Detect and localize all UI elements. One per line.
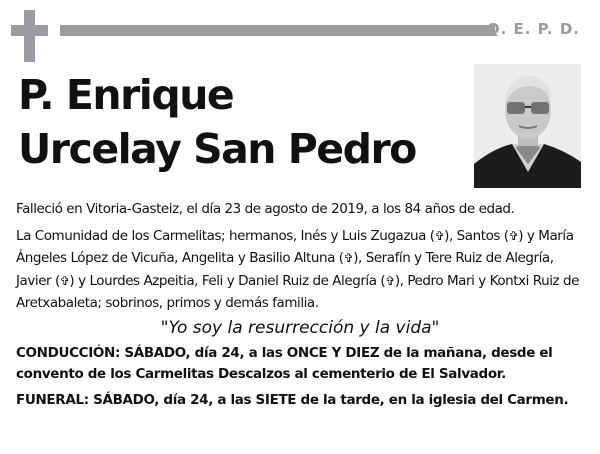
- cross-icon: ✞: [434, 228, 445, 243]
- name-line-1: P. Enrique: [18, 71, 234, 119]
- cross-icon: [11, 10, 48, 62]
- family-text: ), Pedro Mari y Kontxi Ruiz de Aretxabaleta; sobrinos, primos y demás familia.: [16, 272, 579, 311]
- death-notice: Falleció en Vitoria-Gasteiz, el día 23 de agosto de 2019, a los 84 años de edad.: [16, 201, 515, 217]
- cross-icon: ✞: [343, 251, 354, 265]
- family-list: [16, 225, 584, 315]
- cross-icon: ✞: [59, 273, 70, 288]
- funeral-notice: FUNERAL: SÁBADO, día 24, a las SIETE de la tarde, en la iglesia del Carmen.: [16, 391, 569, 408]
- family-text: ) y María Ángeles López de Vicuña, Angelita y Basilio Altuna (: [16, 227, 574, 266]
- conduccion-notice: CONDUCCIÓN: SÁBADO, día 24, a las ONCE Y DIEZ de la mañana, desde el convento de los Carmelitas Descalzos al cementerio de El Salvador.: [16, 344, 553, 382]
- family-text: ) y Lourdes Azpeitia, Feli y Daniel Ruiz de Alegría (: [69, 272, 386, 289]
- qepd-label: Q. E. P. D.: [486, 20, 580, 38]
- deceased-name: [18, 68, 416, 176]
- family-text: ), Serafín y Tere Ruiz de Alegría, Javier (: [16, 250, 554, 289]
- family-text: ), Santos (: [444, 227, 509, 244]
- epitaph-quote: "Yo soy la resurrección y la vida": [160, 317, 440, 338]
- cross-icon: ✞: [385, 273, 395, 288]
- portrait-photo: [474, 64, 581, 188]
- family-text: La Comunidad de los Carmelitas; hermanos, Inés y Luis Zugazua (: [16, 227, 435, 244]
- portrait-illustration: [474, 64, 581, 188]
- header-rule: [60, 25, 495, 36]
- cross-icon: ✞: [508, 228, 519, 243]
- name-line-2: Urcelay San Pedro: [18, 125, 416, 173]
- obituary-body: [16, 198, 584, 411]
